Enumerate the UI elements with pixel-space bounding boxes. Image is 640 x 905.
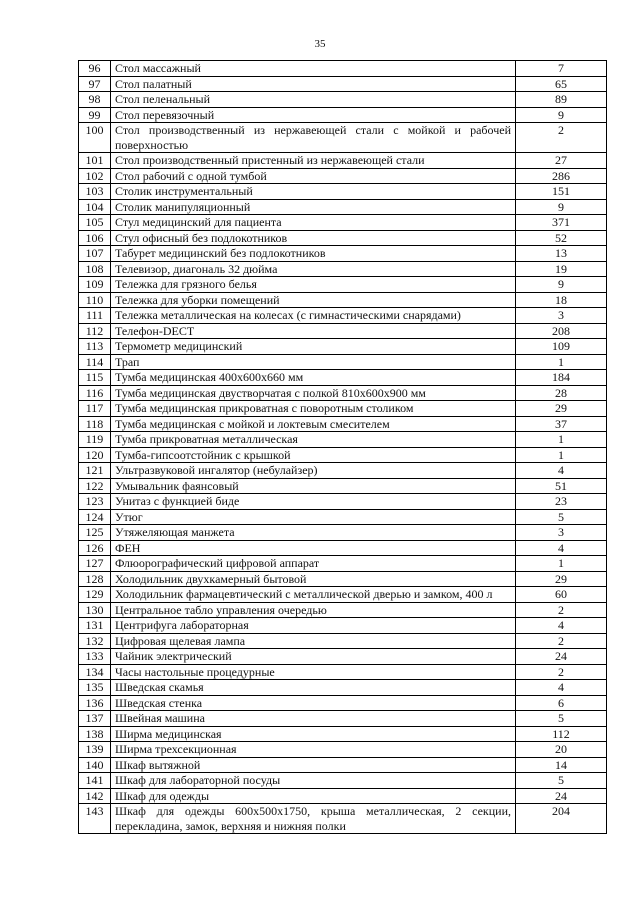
item-name-cell: Тумба медицинская прикроватная с поворотным столиком: [111, 401, 516, 417]
table-row: [79, 680, 607, 696]
row-number-cell: 118: [79, 416, 111, 432]
item-name-cell: Цифровая щелевая лампа: [111, 633, 516, 649]
row-number-cell: 135: [79, 680, 111, 696]
item-name-cell: Шведская скамья: [111, 680, 516, 696]
item-name-cell: Стул медицинский для пациента: [111, 215, 516, 231]
quantity-cell: 65: [516, 76, 607, 92]
quantity-cell: 29: [516, 401, 607, 417]
table-row: [79, 339, 607, 355]
table-row: [79, 123, 607, 153]
item-name-cell: Тележка для уборки помещений: [111, 292, 516, 308]
row-number-cell: 136: [79, 695, 111, 711]
item-name-cell: Тележка металлическая на колесах (с гимнастическими снарядами): [111, 308, 516, 324]
row-number-cell: 121: [79, 463, 111, 479]
row-number-cell: 115: [79, 370, 111, 386]
item-name-cell: Флюорографический цифровой аппарат: [111, 556, 516, 572]
item-name-cell: Центральное табло управления очередью: [111, 602, 516, 618]
quantity-cell: 13: [516, 246, 607, 262]
row-number-cell: 140: [79, 757, 111, 773]
quantity-cell: 1: [516, 447, 607, 463]
item-name-cell: Тумба медицинская с мойкой и локтевым смесителем: [111, 416, 516, 432]
table-row: [79, 199, 607, 215]
row-number-cell: 130: [79, 602, 111, 618]
table-row: [79, 323, 607, 339]
quantity-cell: 2: [516, 602, 607, 618]
item-name-cell: Холодильник фармацевтический с металлической дверью и замком, 400 л: [111, 587, 516, 603]
item-name-cell: Стул офисный без подлокотников: [111, 230, 516, 246]
item-name-cell: Тумба медицинская 400х600х660 мм: [111, 370, 516, 386]
row-number-cell: 97: [79, 76, 111, 92]
quantity-cell: 109: [516, 339, 607, 355]
table-row: [79, 571, 607, 587]
item-name-cell: Швейная машина: [111, 711, 516, 727]
item-name-cell: Столик манипуляционный: [111, 199, 516, 215]
item-name-cell: Тумба прикроватная металлическая: [111, 432, 516, 448]
quantity-cell: 112: [516, 726, 607, 742]
row-number-cell: 101: [79, 153, 111, 169]
row-number-cell: 107: [79, 246, 111, 262]
quantity-cell: 2: [516, 633, 607, 649]
table-row: [79, 76, 607, 92]
item-name-cell: Столик инструментальный: [111, 184, 516, 200]
table-row: [79, 494, 607, 510]
quantity-cell: 89: [516, 92, 607, 108]
item-name-cell: Телевизор, диагональ 32 дюйма: [111, 261, 516, 277]
item-name-cell: Шкаф для одежды 600х500х1750, крыша металлическая, 2 секции, перекладина, замок, верхняя и нижняя полки: [111, 804, 516, 834]
item-name-cell: Часы настольные процедурные: [111, 664, 516, 680]
quantity-cell: 204: [516, 804, 607, 834]
row-number-cell: 102: [79, 168, 111, 184]
equipment-table: [78, 60, 607, 834]
quantity-cell: 7: [516, 61, 607, 77]
table-row: [79, 602, 607, 618]
row-number-cell: 127: [79, 556, 111, 572]
table-row: [79, 230, 607, 246]
row-number-cell: 138: [79, 726, 111, 742]
row-number-cell: 116: [79, 385, 111, 401]
quantity-cell: 2: [516, 123, 607, 153]
table-row: [79, 292, 607, 308]
table-row: [79, 246, 607, 262]
quantity-cell: 24: [516, 788, 607, 804]
table-row: [79, 633, 607, 649]
table-row: [79, 385, 607, 401]
table-row: [79, 107, 607, 123]
quantity-cell: 29: [516, 571, 607, 587]
item-name-cell: Утяжеляющая манжета: [111, 525, 516, 541]
row-number-cell: 124: [79, 509, 111, 525]
quantity-cell: 5: [516, 711, 607, 727]
quantity-cell: 1: [516, 432, 607, 448]
item-name-cell: Ширма трехсекционная: [111, 742, 516, 758]
item-name-cell: Трап: [111, 354, 516, 370]
row-number-cell: 132: [79, 633, 111, 649]
item-name-cell: Унитаз с функцией биде: [111, 494, 516, 510]
quantity-cell: 286: [516, 168, 607, 184]
table-row: [79, 416, 607, 432]
row-number-cell: 120: [79, 447, 111, 463]
item-name-cell: Стол палатный: [111, 76, 516, 92]
table-row: [79, 664, 607, 680]
item-name-cell: Стол перевязочный: [111, 107, 516, 123]
row-number-cell: 105: [79, 215, 111, 231]
table-row: [79, 215, 607, 231]
row-number-cell: 109: [79, 277, 111, 293]
row-number-cell: 123: [79, 494, 111, 510]
quantity-cell: 4: [516, 618, 607, 634]
row-number-cell: 141: [79, 773, 111, 789]
quantity-cell: 24: [516, 649, 607, 665]
table-row: [79, 726, 607, 742]
quantity-cell: 151: [516, 184, 607, 200]
row-number-cell: 131: [79, 618, 111, 634]
quantity-cell: 4: [516, 680, 607, 696]
item-name-cell: Стол массажный: [111, 61, 516, 77]
row-number-cell: 108: [79, 261, 111, 277]
row-number-cell: 114: [79, 354, 111, 370]
quantity-cell: 5: [516, 773, 607, 789]
row-number-cell: 142: [79, 788, 111, 804]
row-number-cell: 99: [79, 107, 111, 123]
item-name-cell: Ширма медицинская: [111, 726, 516, 742]
item-name-cell: Ультразвуковой ингалятор (небулайзер): [111, 463, 516, 479]
table-row: [79, 308, 607, 324]
quantity-cell: 3: [516, 308, 607, 324]
quantity-cell: 28: [516, 385, 607, 401]
quantity-cell: 14: [516, 757, 607, 773]
quantity-cell: 208: [516, 323, 607, 339]
item-name-cell: Термометр медицинский: [111, 339, 516, 355]
row-number-cell: 117: [79, 401, 111, 417]
table-row: [79, 463, 607, 479]
table-row: [79, 370, 607, 386]
quantity-cell: 27: [516, 153, 607, 169]
table-row: [79, 540, 607, 556]
quantity-cell: 4: [516, 540, 607, 556]
item-name-cell: Табурет медицинский без подлокотников: [111, 246, 516, 262]
quantity-cell: 4: [516, 463, 607, 479]
quantity-cell: 3: [516, 525, 607, 541]
quantity-cell: 371: [516, 215, 607, 231]
table-row: [79, 168, 607, 184]
table-row: [79, 788, 607, 804]
table-row: [79, 401, 607, 417]
row-number-cell: 98: [79, 92, 111, 108]
item-name-cell: Тумба медицинская двустворчатая с полкой 810х600х900 мм: [111, 385, 516, 401]
table-row: [79, 556, 607, 572]
table-row: [79, 61, 607, 77]
table-row: [79, 478, 607, 494]
table-row: [79, 587, 607, 603]
row-number-cell: 113: [79, 339, 111, 355]
item-name-cell: Телефон-DECT: [111, 323, 516, 339]
item-name-cell: ФЕН: [111, 540, 516, 556]
table-row: [79, 153, 607, 169]
table-row: [79, 695, 607, 711]
quantity-cell: 1: [516, 354, 607, 370]
row-number-cell: 103: [79, 184, 111, 200]
item-name-cell: Шкаф вытяжной: [111, 757, 516, 773]
page-number: 35: [314, 38, 326, 50]
quantity-cell: 9: [516, 277, 607, 293]
quantity-cell: 1: [516, 556, 607, 572]
item-name-cell: Чайник электрический: [111, 649, 516, 665]
quantity-cell: 23: [516, 494, 607, 510]
table-row: [79, 184, 607, 200]
row-number-cell: 137: [79, 711, 111, 727]
table-row: [79, 773, 607, 789]
table-row: [79, 757, 607, 773]
row-number-cell: 110: [79, 292, 111, 308]
row-number-cell: 96: [79, 61, 111, 77]
row-number-cell: 139: [79, 742, 111, 758]
quantity-cell: 2: [516, 664, 607, 680]
table-row: [79, 649, 607, 665]
table-row: [79, 432, 607, 448]
quantity-cell: 19: [516, 261, 607, 277]
table-row: [79, 92, 607, 108]
quantity-cell: 52: [516, 230, 607, 246]
row-number-cell: 134: [79, 664, 111, 680]
row-number-cell: 100: [79, 123, 111, 153]
quantity-cell: 18: [516, 292, 607, 308]
quantity-cell: 37: [516, 416, 607, 432]
quantity-cell: 6: [516, 695, 607, 711]
table-row: [79, 525, 607, 541]
item-name-cell: Тележка для грязного белья: [111, 277, 516, 293]
table-row: [79, 711, 607, 727]
row-number-cell: 122: [79, 478, 111, 494]
table-row: [79, 277, 607, 293]
table-row: [79, 354, 607, 370]
row-number-cell: 104: [79, 199, 111, 215]
row-number-cell: 143: [79, 804, 111, 834]
item-name-cell: Тумба-гипсоотстойник с крышкой: [111, 447, 516, 463]
table-row: [79, 509, 607, 525]
item-name-cell: Центрифуга лабораторная: [111, 618, 516, 634]
quantity-cell: 51: [516, 478, 607, 494]
quantity-cell: 9: [516, 107, 607, 123]
quantity-cell: 60: [516, 587, 607, 603]
item-name-cell: Стол пеленальный: [111, 92, 516, 108]
item-name-cell: Стол рабочий с одной тумбой: [111, 168, 516, 184]
row-number-cell: 111: [79, 308, 111, 324]
item-name-cell: Холодильник двухкамерный бытовой: [111, 571, 516, 587]
quantity-cell: 5: [516, 509, 607, 525]
item-name-cell: Утюг: [111, 509, 516, 525]
quantity-cell: 20: [516, 742, 607, 758]
table-row: [79, 447, 607, 463]
row-number-cell: 106: [79, 230, 111, 246]
row-number-cell: 133: [79, 649, 111, 665]
quantity-cell: 9: [516, 199, 607, 215]
table-row: [79, 261, 607, 277]
row-number-cell: 129: [79, 587, 111, 603]
table-row: [79, 804, 607, 834]
row-number-cell: 112: [79, 323, 111, 339]
item-name-cell: Шкаф для лабораторной посуды: [111, 773, 516, 789]
quantity-cell: 184: [516, 370, 607, 386]
item-name-cell: Стол производственный пристенный из нержавеющей стали: [111, 153, 516, 169]
table-row: [79, 618, 607, 634]
table-row: [79, 742, 607, 758]
row-number-cell: 125: [79, 525, 111, 541]
item-name-cell: Стол производственный из нержавеющей стали с мойкой и рабочей поверхностью: [111, 123, 516, 153]
equipment-table-body: [79, 61, 607, 834]
item-name-cell: Шведская стенка: [111, 695, 516, 711]
item-name-cell: Умывальник фаянсовый: [111, 478, 516, 494]
row-number-cell: 126: [79, 540, 111, 556]
row-number-cell: 119: [79, 432, 111, 448]
item-name-cell: Шкаф для одежды: [111, 788, 516, 804]
row-number-cell: 128: [79, 571, 111, 587]
